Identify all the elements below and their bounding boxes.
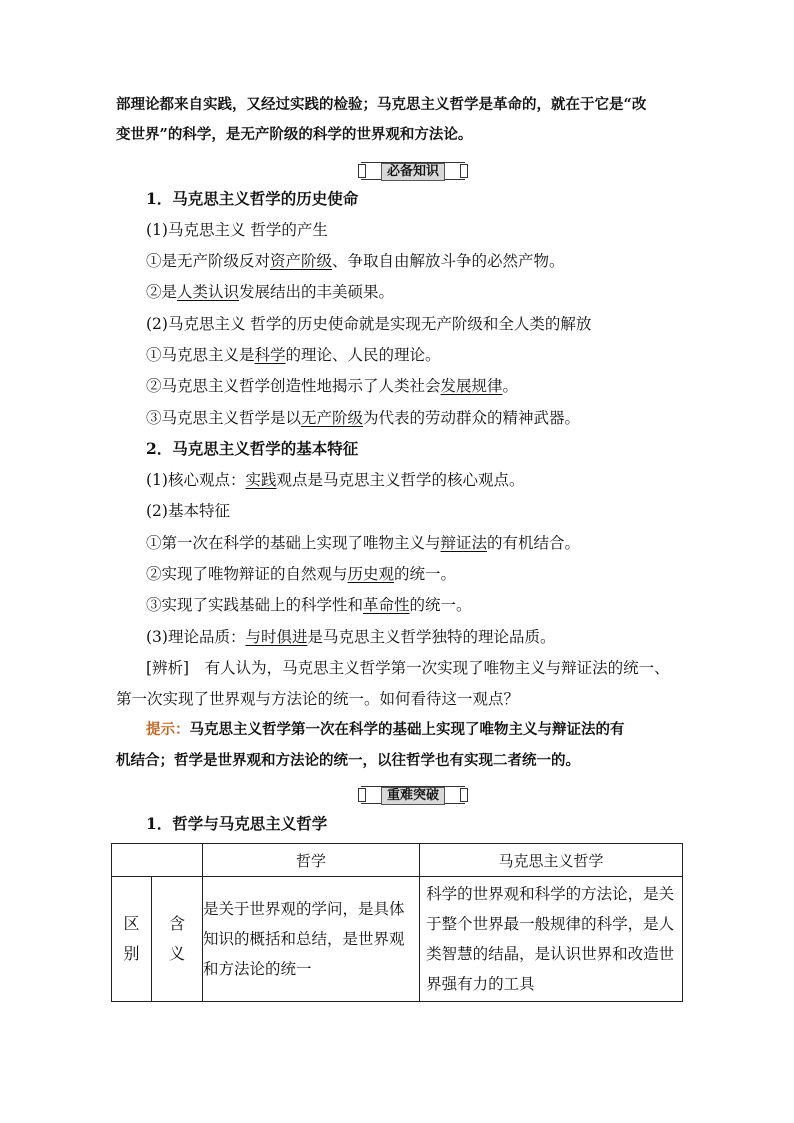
section1-p1: (1)马克思主义 哲学的产生 <box>146 221 328 239</box>
hint-line-1: 提示：马克思主义哲学第一次在科学的基础上实现了唯物主义与辩证法的有 <box>146 721 625 738</box>
section2-title: 2．马克思主义哲学的基本特征 <box>146 439 359 458</box>
section1-title: 1．马克思主义哲学的历史使命 <box>146 189 359 208</box>
table-cell-philosophy: 是关于世界观的学问，是具体知识的概括和总结，是世界观和方法论的统一 <box>203 877 420 1002</box>
banner-key-difficulties <box>361 786 465 804</box>
table-cell-marxism: 科学的世界观和科学的方法论，是关于整个世界最一般规律的科学，是人类智慧的结晶，是认识世界和改造世界强有力的工具 <box>420 877 683 1002</box>
section1-p2c: ③马克思主义哲学是以无产阶级为代表的劳动群众的精神武器。 <box>146 409 581 427</box>
table-header-philosophy: 哲学 <box>203 844 420 877</box>
comparison-table <box>111 843 683 1002</box>
section2-p2: (2)基本特征 <box>146 502 230 520</box>
table-header-row <box>112 844 683 877</box>
table-row-label: 含义 <box>151 877 202 1002</box>
hint-line-2: 机结合；哲学是世界观和方法论的统一，以往哲学也有实现二者统一的。 <box>116 752 580 769</box>
section1-p2a: ①马克思主义是科学的理论、人民的理论。 <box>146 346 441 364</box>
banner-required-knowledge <box>361 162 465 180</box>
banner-label: 重难突破 <box>381 787 445 805</box>
section1-p2: (2)马克思主义 哲学的历史使命就是实现无产阶级和全人类的解放 <box>146 315 592 333</box>
analysis-line-2: 第一次实现了世界观与方法论的统一。如何看待这一观点？ <box>116 690 520 708</box>
table-row-group: 区别 <box>112 877 152 1002</box>
intro-line-2: 变世界”的科学，是无产阶级的科学的世界观和方法论。 <box>116 126 473 143</box>
section2-p1: (1)核心观点：实践观点是马克思主义哲学的核心观点。 <box>146 471 525 489</box>
section1-p1a: ①是无产阶级反对资产阶级、争取自由解放斗争的必然产物。 <box>146 252 565 270</box>
section1-p2b: ②马克思主义哲学创造性地揭示了人类社会发展规律。 <box>146 377 519 395</box>
hint-label: 提示： <box>146 721 190 738</box>
banner-label: 必备知识 <box>381 163 445 181</box>
intro-line-1: 部理论都来自实践，又经过实践的检验；马克思主义哲学是革命的，就在于它是“改 <box>116 96 647 113</box>
table-header-marxism: 马克思主义哲学 <box>420 844 683 877</box>
section1-p1b: ②是人类认识发展结出的丰美硕果。 <box>146 283 395 301</box>
table-header-empty <box>112 844 203 877</box>
section2-p2a: ①第一次在科学的基础上实现了唯物主义与辩证法的有机结合。 <box>146 534 581 552</box>
section3-title: 1．哲学与马克思主义哲学 <box>146 814 328 833</box>
analysis-line-1: [辨析] 有人认为，马克思主义哲学第一次实现了唯物主义与辩证法的统一、 <box>146 659 670 677</box>
table-row <box>112 877 683 1002</box>
section2-p2b: ②实现了唯物辩证的自然观与历史观的统一。 <box>146 565 457 583</box>
section2-p2c: ③实现了实践基础上的科学性和革命性的统一。 <box>146 596 472 614</box>
section2-p3: (3)理论品质：与时俱进是马克思主义哲学独特的理论品质。 <box>146 628 556 646</box>
